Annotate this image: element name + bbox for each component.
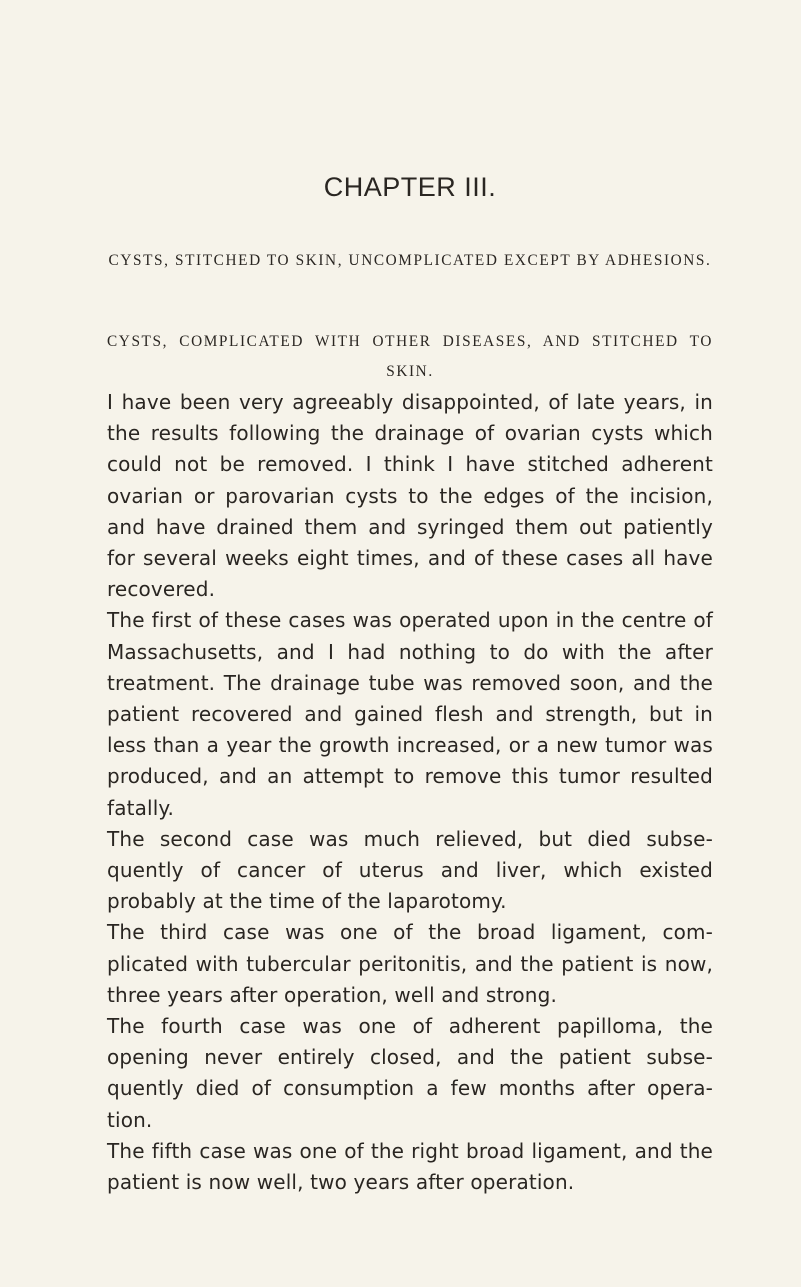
section-heading-complicated: CYSTS, COMPLICATED WITH OTHER DISEASES, AND STITCHED TO SKIN. bbox=[107, 333, 713, 380]
chapter-title: CHAPTER III. bbox=[323, 172, 497, 202]
paragraph-fourth-case: The fourth case was one of adherent papilloma, the opening never entirely closed, and the patient subse-quently died of consumption a few months after opera-tion. bbox=[107, 1014, 713, 1132]
paragraph-fifth-case: The fifth case was one of the right broad ligament, and the patient is now well, two years after operation. bbox=[107, 1138, 713, 1195]
paragraph-first-case: The first of these cases was operated upon in the centre of Massachusetts, and I had nothing to do with the after treatment. The drainage tube was removed soon, and the patient recovered and gained flesh and strength, but in less than a year the growth increased, or a new tumor was produced, and an attempt to remove this tumor resulted fatally. bbox=[107, 608, 713, 820]
section-heading-adhesions: CYSTS, STITCHED TO SKIN, UNCOMPLICATED EXCEPT BY ADHESIONS. bbox=[108, 252, 712, 269]
paragraph-intro: I have been very agreeably disappointed, of late years, in the results following the drainage of ovarian cysts which could not be removed. I think I have stitched adherent ovarian or parovarian cysts to the edges of the incision, and have drained them and syringed them out patiently for several weeks eight times, and of these cases all have recovered. bbox=[107, 390, 713, 602]
chapter-body bbox=[107, 387, 713, 1198]
paragraph-second-case: The second case was much relieved, but died subse-quently of cancer of uterus and liver, which existed probably at the time of the laparotomy. bbox=[107, 826, 713, 914]
paragraph-third-case: The third case was one of the broad ligament, com-plicated with tubercular peritonitis, and the patient is now, three years after operation, well and strong. bbox=[107, 920, 713, 1007]
